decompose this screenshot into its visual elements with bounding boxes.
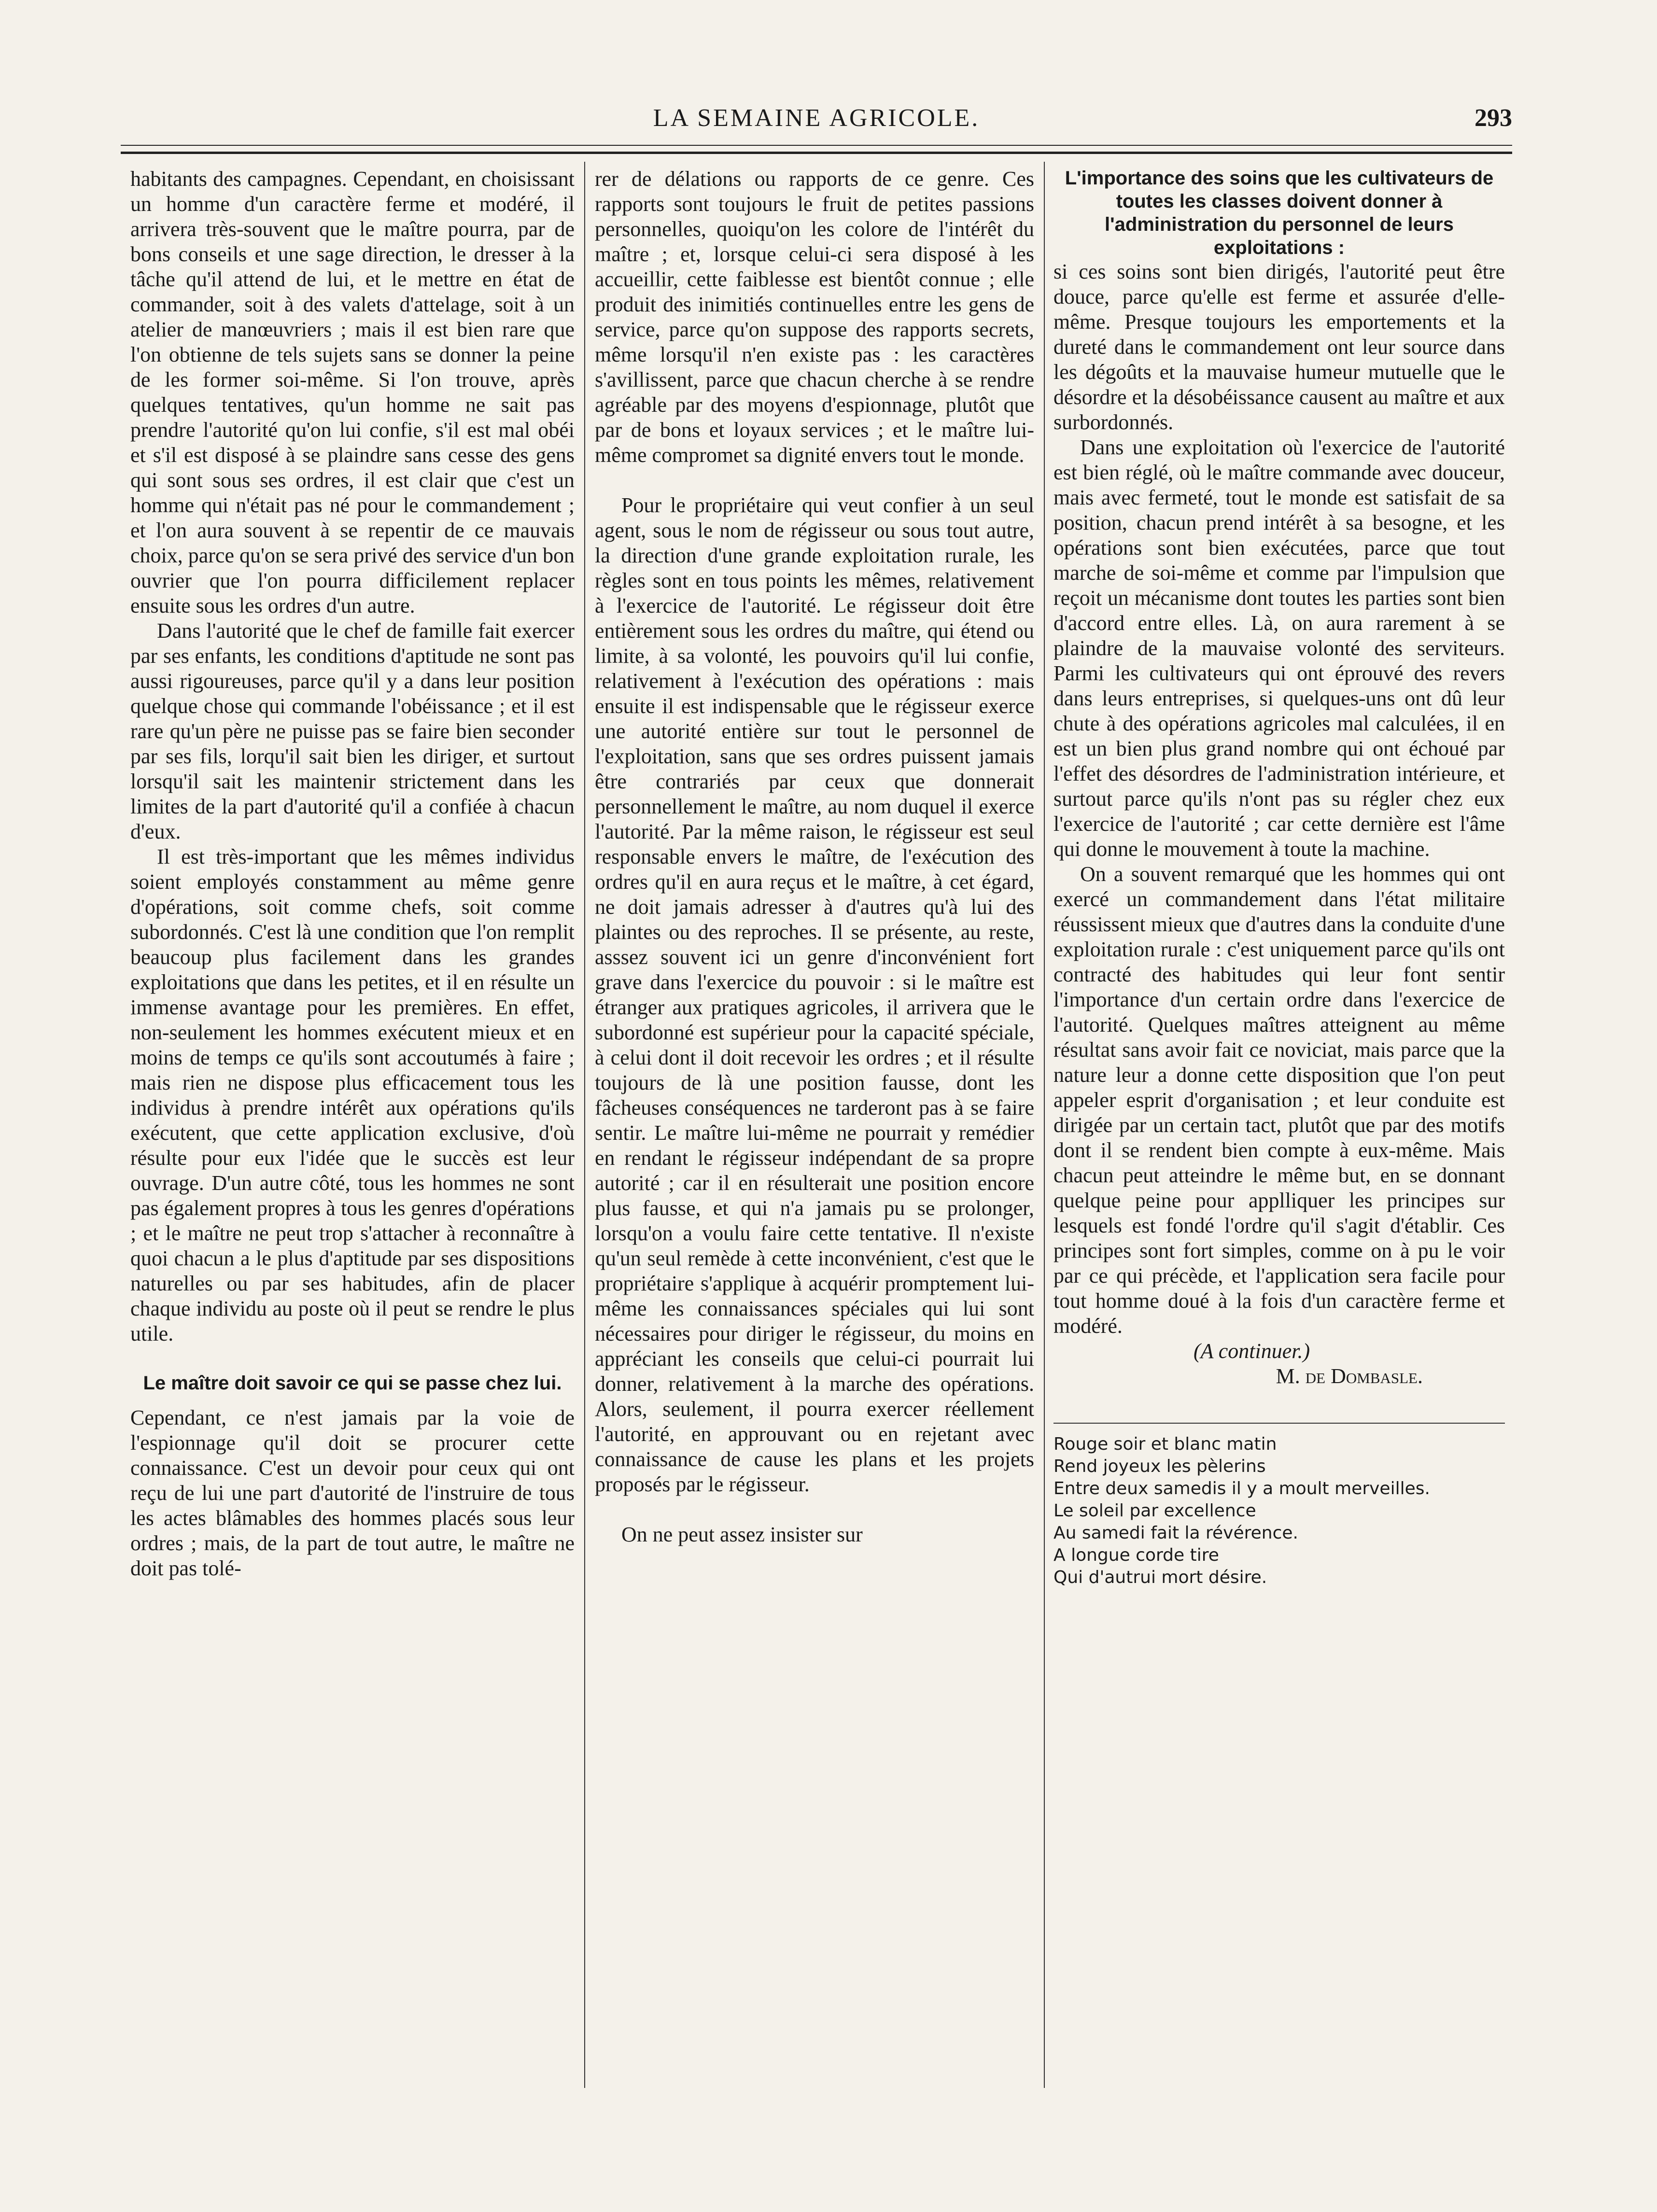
- proverb-line: A longue corde tire: [1053, 1545, 1219, 1565]
- spacer: [595, 1497, 1034, 1522]
- paragraph: Cependant, ce n'est jamais par la voie de l'espionnage qu'il doit se procurer cette connaissance. C'est un devoir pour ceux qui ont reçu de lui une part d'autorité de l'instruire de tous les actes blâmables des hommes placés sous leur ordres ; mais, de la part de tout autre, le maître ne doit pas tolé-: [130, 1406, 575, 1580]
- paragraph: Pour le propriétaire qui veut confier à un seul agent, sous le nom de régisseur ou sous tout autre, la direction d'une grande exploitation rurale, les règles sont en tous points les mêmes, relativement à l'exercice de l'autorité. Le régisseur doit être entièrement sous les ordres du maître, qui étend ou limite, à sa volonté, les pouvoirs qu'il lui confie, relativement à l'exécution des opérations : mais ensuite il est indispensable que le régisseur exerce une autorité entière sur tout le personnel de l'exploitation, sans que ses ordres puissent jamais être contrariés par ceux que donnerait personnellement le maître, au nom duquel il exerce l'autorité. Par la même raison, le régisseur est seul responsable envers le maître, de l'exécution des ordres qu'il en aura reçus et le maître, à cet égard, ne doit jamais adresser à d'autres qu'à lui des plaintes ou des reproches. Il se présente, au reste, asssez souvent ici un genre d'inconvénient fort grave dans l'exercice du pouvoir : si le maître est étranger aux pratiques agricoles, il arrivera que le subordonné est supérieur pour la capacité spéciale, à celui dont il doit recevoir les ordres ; et il résulte toujours de là une position fausse, dont les fâcheuses conséquences ne tarderont pas à se faire sentir. Le maître lui-même ne pourrait y remédier en rendant le régisseur indépendant de sa propre autorité ; car il en résulterait une position encore plus fausse, et qui n'a jamais pu se prolonger, lorsqu'on a voulu faire cette tentative. Il n'existe qu'un seul remède à cette inconvénient, c'est que le propriétaire s'applique à acquérir promptement lui-même les connaissances spéciales qui lui sont nécessaires pour diriger le régisseur, du moins en appréciant les conseils que celui-ci pourrait lui donner, relativement à la marche des opérations. Alors, seulement, il pourra exercer réellement l'autorité, en approuvant ou en rejetant avec connaissance de cause les plans et les projets proposés par le régisseur.: [595, 493, 1034, 1496]
- proverb-line: Qui d'autrui mort désire.: [1053, 1568, 1267, 1587]
- section-heading: Le maître doit savoir ce qui se passe chez lui.: [143, 1372, 562, 1394]
- paragraph: Il est très-important que les mêmes individus soient employés constamment au même genre d'opérations, soit comme chefs, soit comme subordonnés. C'est là une condition que l'on remplit beaucoup plus facilement dans les grandes exploitations que dans les petites, et il en résulte un immense avantage pour les premières. En effet, non-seulement les hommes exécutent mieux et en moins de temps ce qu'ils sont accoutumés à faire ; mais rien ne dispose plus efficacement tous les individus à prendre intérêt aux opérations qu'ils exécutent, que cette application exclusive, d'où résulte pour eux l'idée que le succès est leur ouvrage. D'un autre côté, tous les hommes ne sont pas également propres à tous les genres d'opérations ; et le maître ne peut trop s'attacher à reconnaître à quoi chacun a le plus d'aptitude par ses dispositions naturelles ou par ses habitudes, afin de placer chaque individu au poste où il peut se rendre le plus utile.: [130, 845, 575, 1345]
- proverb-line: Entre deux samedis il y a moult merveilles.: [1053, 1479, 1430, 1498]
- proverb-line: Au samedi fait la révérence.: [1053, 1523, 1298, 1543]
- proverbs-block: [1053, 1433, 1505, 1589]
- proverb-line: Rend joyeux les pèlerins: [1053, 1456, 1266, 1476]
- author-signature: M. de Dombasle.: [1276, 1364, 1423, 1388]
- running-head: [121, 104, 1512, 138]
- paragraph: On ne peut assez insister sur: [621, 1523, 863, 1546]
- running-title: LA SEMAINE AGRICOLE.: [653, 104, 980, 132]
- column-divider: [584, 162, 585, 2088]
- section-heading: L'importance des soins que les cultivateurs de toutes les classes doivent donner à l'administration du personnel de leurs exploitations :: [1065, 168, 1494, 258]
- spacer: [130, 1395, 575, 1405]
- paragraph: si ces soins sont bien dirigés, l'autorité peut être douce, parce qu'elle est ferme et assurée d'elle-même. Presque toujours les emportements et la dureté dans le commandement ont leur source dans les dégoûts et la mauvaise humeur mutuelle que le désordre et la désobéissance causent au maître et aux surbordonnés.: [1053, 260, 1505, 434]
- header-rule: [121, 145, 1512, 154]
- spacer: [595, 468, 1034, 493]
- paragraph: Dans une exploitation où l'exercice de l'autorité est bien réglé, où le maître commande avec douceur, mais avec fermeté, tout le monde est satisfait de sa position, chacun prend intérêt à sa besogne, et les opérations sont bien exécutées, parce que tout marche de soi-même et comme par l'impulsion que reçoit un mécanisme dont toutes les parties sont bien d'accord entre elles. Là, on aura rarement à se plaindre de la mauvaise volonté des serviteurs. Parmi les cultivateurs qui ont éprouvé des revers dans leurs entreprises, si quelques-uns ont dû leur chute à des opérations agricoles mal calculées, il en est un bien plus grand nombre qui ont échoué par l'effet des désordres de l'administration intérieure, et surtout parce qu'ils n'ont pas su régler chez eux l'exercice de l'autorité ; car cette dernière est l'âme qui donne le mouvement à toute la machine.: [1053, 435, 1505, 861]
- column-1: [130, 167, 575, 2088]
- paragraph: Dans l'autorité que le chef de famille fait exercer par ses enfants, les conditions d'aptitude ne sont pas aussi rigoureuses, parce qu'il y a dans leur position quelque chose qui commande l'obéissance ; et il est rare qu'un père ne puisse pas se faire bien seconder par ses fils, lorqu'il sait bien les diriger, et surtout lorsqu'il sait les maintenir strictement dans les limites de la part d'autorité qu'il a confiée à chacun d'eux.: [130, 619, 575, 843]
- section-rule: [1053, 1423, 1505, 1424]
- column-divider: [1044, 162, 1045, 2088]
- column-3: [1053, 167, 1505, 2088]
- page-number: 293: [1474, 104, 1512, 132]
- continued-note: (A continuer.): [1194, 1339, 1310, 1363]
- spacer: [130, 1346, 575, 1372]
- column-2: [595, 167, 1034, 2088]
- proverb-line: Rouge soir et blanc matin: [1053, 1434, 1277, 1454]
- paragraph: On a souvent remarqué que les hommes qui ont exercé un commandement dans l'état militaire réussissent mieux que d'autres dans la conduite d'une exploitation rurale : c'est uniquement parce qu'ils ont contracté des habitudes qui leur font sentir l'importance d'un certain ordre dans l'exercice de l'autorité. Quelques maîtres atteignent au même résultat sans avoir fait ce noviciat, mais parce que la nature leur a donne cette disposition que l'on peut appeler esprit d'organisation ; et leur conduite est dirigée par un certain tact, plutôt que par des motifs dont il se rendent bien compte à eux-même. Mais chacun peut atteindre le même but, en se donnant quelque peine pour applliquer les principes sur lesquels est fondé l'ordre qu'il s'agit d'établir. Ces principes sont fort simples, comme on à pu le voir par ce qui précède, et l'application sera facile pour tout homme doué à la fois d'un caractère ferme et modéré.: [1053, 862, 1505, 1338]
- paragraph: habitants des campagnes. Cependant, en choisissant un homme d'un caractère ferme et modéré, il arrivera très-souvent que le maître pourra, par de bons conseils et une sage direction, le dresser à la tâche qu'il attend de lui, et le mettre en état de commander, soit à des valets d'attelage, soit à un atelier de manœuvriers ; mais il est bien rare que l'on obtienne de tels sujets sans se donner la peine de les former soi-même. Si l'on trouve, après quelques tentatives, qu'un homme ne sait pas prendre l'autorité qu'on lui confie, s'il est mal obéi et s'il est disposé à se plaindre sans cesse des gens qui sont sous ses ordres, il est clair que c'est un homme qui n'était pas né pour le commandement ; et l'on aura souvent à se repentir de ce mauvais choix, parce qu'on se sera privé des service d'un bon ouvrier que l'on pourra difficilement replacer ensuite sous les ordres d'un autre.: [130, 167, 575, 617]
- proverb-line: Le soleil par excellence: [1053, 1501, 1256, 1521]
- paragraph: rer de délations ou rapports de ce genre. Ces rapports sont toujours le fruit de petites passions personnelles, quoiqu'on les colore de l'intérêt du maître ; et, lorsque celui-ci sera disposé à les accueillir, cette faiblesse est bientôt connue ; elle produit des inimitiés continuelles entre les gens de service, parce qu'on suppose des rapports secrets, même lorsqu'il n'en existe pas : les caractères s'avillissent, parce que chacun cherche à se rendre agréable par des moyens d'espionnage, plutôt que par de bons et loyaux services ; et le maître lui-même compromet sa dignité envers tout le monde.: [595, 167, 1034, 467]
